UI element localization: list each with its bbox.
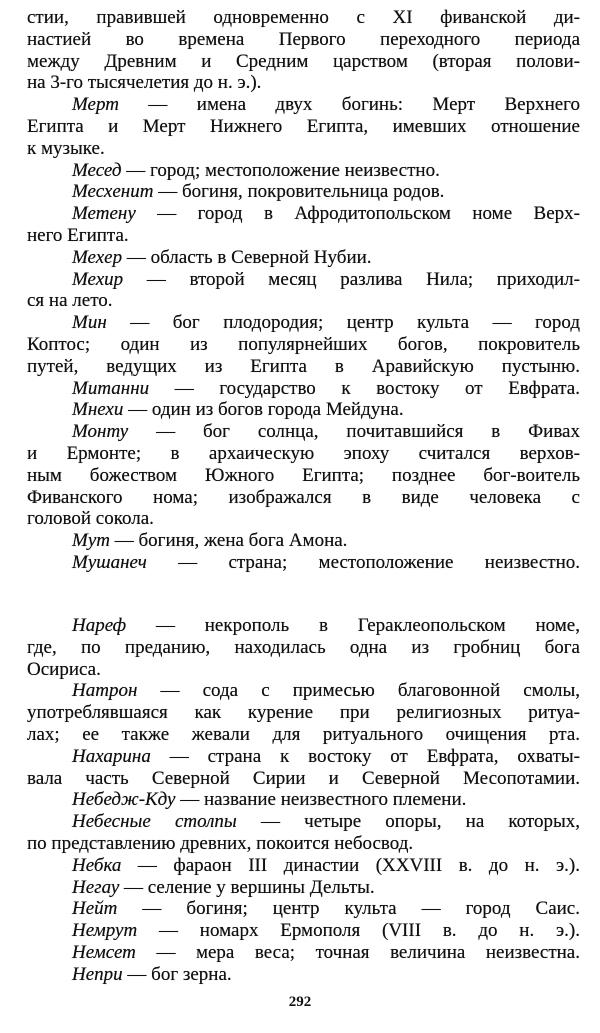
entry-text: — страна; местоположение неизвестно. (146, 551, 580, 573)
glossary-entry (27, 269, 580, 313)
entry-text: и Ермонте; в архаическую эпоху считался верхов- (27, 442, 580, 464)
entry-text: Египта и Мерт Нижнего Египта, имевших отношение (27, 115, 580, 137)
entry-text: — область в Северной Нубии. (122, 246, 372, 268)
entry-text: вала часть Северной Сирии и Северной Месопотамии. (27, 767, 580, 789)
text-line (27, 789, 580, 811)
text-line (27, 487, 580, 509)
entry-term: Натрон (72, 680, 138, 702)
glossary-entry (27, 811, 580, 855)
text-line (27, 508, 580, 530)
text-line (27, 724, 580, 746)
entry-text: лах; ее также жевали для ритуального очищения рта. (27, 723, 580, 745)
entry-text: — второй месяц разлива Нила; приходил- (123, 268, 580, 290)
glossary-entry (27, 247, 580, 269)
text-line (27, 530, 580, 552)
entry-term: Мин (72, 312, 107, 334)
text-line (27, 680, 580, 702)
entry-text: — сода с примесью благовонной смолы, (137, 680, 580, 702)
text-line (27, 746, 580, 768)
entry-text: — номарх Ермополя (VIII в. до н. э.). (137, 920, 580, 942)
entry-text: него Египта. (27, 224, 129, 246)
entry-text: головой сокола. (27, 508, 154, 530)
glossary-entry (27, 680, 580, 745)
text-line (27, 964, 580, 986)
entry-text: — богиня; центр культа — город Саис. (117, 898, 580, 920)
entry-term: Нахарина (72, 745, 151, 767)
glossary-entry (27, 378, 580, 400)
entry-text: — имена двух богинь: Мерт Верхнего (118, 94, 580, 116)
text-line (27, 615, 580, 637)
text-line (27, 637, 580, 659)
glossary-entry (27, 746, 580, 790)
text-section-n (27, 615, 580, 986)
entry-text: Осириса. (27, 658, 101, 680)
entry-term: Мушанеч (72, 551, 147, 573)
entry-term: Митанни (72, 377, 150, 399)
text-line (27, 203, 580, 225)
entry-term: Месхенит (72, 181, 154, 203)
entry-text: — некрополь в Гераклеопольском номе, (126, 615, 580, 636)
glossary-entry (27, 181, 580, 203)
text-line (27, 659, 580, 681)
text-line (27, 443, 580, 465)
entry-text: настией во времена Первого переходного периода (27, 28, 580, 50)
entry-text: ся на лето. (27, 290, 113, 312)
entry-text: — мера веса; точная величина неизвестна. (135, 941, 580, 963)
entry-text: — бог зерна. (122, 963, 232, 985)
text-line (27, 833, 580, 855)
entry-text: — богиня, жена бога Амона. (109, 530, 348, 552)
text-line (27, 72, 580, 94)
entry-term: Нареф (72, 615, 127, 636)
entry-term: Мехир (72, 268, 124, 290)
text-section-m (27, 7, 580, 574)
text-line (27, 334, 580, 356)
entry-text: — четыре опоры, на которых, (236, 811, 581, 833)
glossary-entry (27, 615, 580, 680)
glossary-entry (27, 312, 580, 377)
text-line (27, 768, 580, 790)
entry-text: между Древним и Средним царством (вторая полови- (27, 50, 580, 72)
glossary-entry (27, 789, 580, 811)
text-line (27, 552, 580, 574)
text-line (27, 290, 580, 312)
entry-term: Негау (72, 876, 120, 898)
page-number: 292 (288, 994, 312, 1010)
text-line (27, 378, 580, 400)
glossary-entry (27, 160, 580, 182)
text-line (27, 811, 580, 833)
entry-term: Небедж-Кду (72, 789, 176, 811)
text-line (27, 399, 580, 421)
entry-term: Непри (72, 963, 123, 985)
entry-term: Небесные столпы (72, 811, 237, 833)
entry-term: Мехер (72, 246, 123, 268)
entry-text: употреблявшаяся как курение при религиозных ритуа- (27, 702, 580, 724)
entry-text: — бог солнца, почитавшийся в Фивах (128, 421, 580, 443)
glossary-entry (27, 898, 580, 920)
glossary-entry (27, 877, 580, 899)
text-line (27, 116, 580, 138)
entry-term: Мнехи (72, 399, 124, 421)
text-line (27, 160, 580, 182)
entry-text: путей, ведущих из Египта в Аравийскую пустыню. (27, 355, 580, 377)
entry-term: Немсет (72, 941, 136, 963)
text-line (27, 181, 580, 203)
entry-text: Коптос; один из популярнейших богов, покровитель (27, 333, 580, 355)
entry-text: по представлению древних, покоится небосвод. (27, 832, 414, 854)
text-line (27, 942, 580, 964)
text-line (27, 51, 580, 73)
entry-text: к музыке. (27, 137, 105, 159)
text-line (27, 138, 580, 160)
glossary-entry (27, 964, 580, 986)
text-line (27, 269, 580, 291)
glossary-entry (27, 399, 580, 421)
entry-term: Немрут (72, 920, 138, 942)
glossary-entry (27, 7, 580, 94)
entry-text: — селение у вершины Дельты. (119, 876, 375, 898)
entry-text: — богиня, покровительница родов. (153, 181, 445, 203)
entry-term: Нейт (72, 898, 118, 920)
entry-term: Мерт (72, 94, 119, 116)
entry-text: — город; местоположение неизвестно. (121, 159, 440, 181)
entry-term: Небка (72, 854, 122, 876)
entry-text: Фиванского нома; изображался в виде человека с (27, 486, 580, 508)
entry-text: ным божеством Южного Египта; позднее бог-воитель (27, 464, 580, 486)
glossary-entry (27, 530, 580, 552)
entry-term: Метену (72, 203, 136, 225)
entry-text: — название неизвестного племени. (175, 789, 467, 811)
glossary-entry (27, 203, 580, 247)
glossary-entry (27, 552, 580, 574)
glossary-entry (27, 920, 580, 942)
text-line (27, 29, 580, 51)
text-line (27, 877, 580, 899)
entry-text: стии, правившей одновременно с XI фиванской ди- (27, 7, 580, 28)
text-line (27, 312, 580, 334)
text-line (27, 898, 580, 920)
entry-term: Монту (72, 421, 129, 443)
text-line (27, 855, 580, 877)
text-line (27, 247, 580, 269)
entry-text: — государство к востоку от Евфрата. (149, 377, 580, 399)
text-line (27, 356, 580, 378)
entry-text: где, по преданию, находилась одна из гробниц бога (27, 636, 580, 658)
text-line (27, 465, 580, 487)
glossary-entry (27, 421, 580, 530)
entry-text: — город в Афродитопольском номе Верх- (135, 203, 580, 225)
text-line (27, 225, 580, 247)
entry-text: — один из богов города Мейдуна. (123, 399, 404, 421)
glossary-entry (27, 942, 580, 964)
glossary-entry (27, 94, 580, 159)
entry-text: на 3-го тысячелетия до н. э.). (27, 72, 262, 94)
text-line (27, 920, 580, 942)
entry-term: Мут (72, 530, 110, 552)
entry-text: — страна к востоку от Евфрата, охваты- (150, 745, 580, 767)
entry-text: — бог плодородия; центр культа — город (106, 312, 580, 334)
text-line (27, 94, 580, 116)
text-line (27, 702, 580, 724)
text-line (27, 421, 580, 443)
entry-term: Месед (72, 159, 122, 181)
text-line (27, 7, 580, 29)
glossary-entry (27, 855, 580, 877)
entry-text: — фараон III династии (XXVIII в. до н. э.). (121, 854, 580, 876)
